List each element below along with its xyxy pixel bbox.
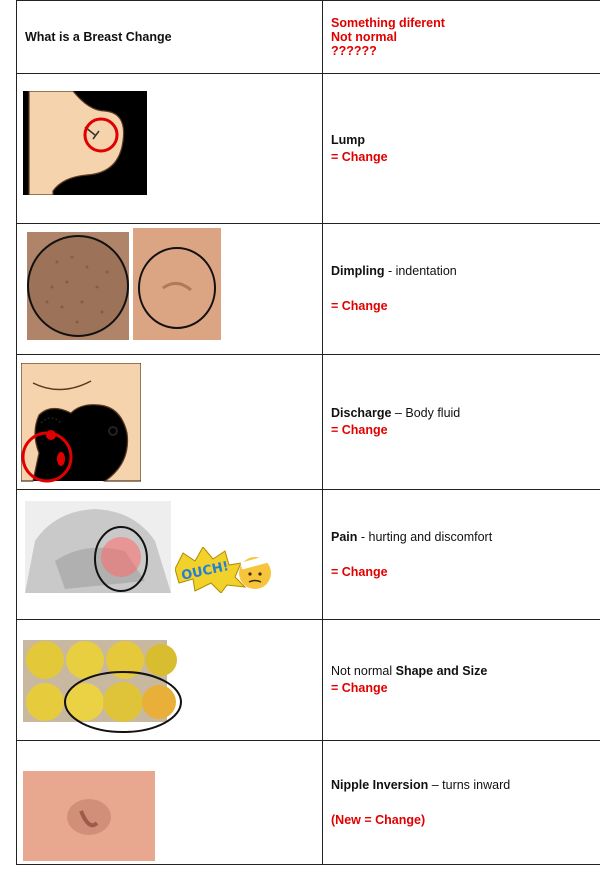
- header-row: [17, 1, 600, 74]
- pain-image-cell: [17, 490, 323, 620]
- dimpling-line: [331, 263, 600, 280]
- spacer: [331, 794, 600, 812]
- nipple-text-cell: [323, 741, 600, 865]
- header-notes-cell: [323, 1, 600, 74]
- nipple-desc: – turns inward: [428, 777, 511, 792]
- header-title-cell: [17, 1, 323, 74]
- nipple-photo: [23, 771, 155, 861]
- discharge-text-cell: [323, 355, 600, 490]
- pain-label: Pain: [331, 529, 358, 544]
- lump-illustration: [23, 91, 147, 195]
- nipple-image-cell: [17, 741, 323, 865]
- pain-text-cell: [323, 490, 600, 620]
- ouch-sticker: [175, 547, 273, 593]
- breast-change-table: [16, 0, 600, 865]
- shape-line: [331, 663, 600, 680]
- header-line-1: Something diferent: [331, 16, 445, 30]
- table-row: [17, 741, 600, 865]
- nipple-line: [331, 777, 600, 794]
- pain-change: = Change: [331, 564, 388, 579]
- discharge-image-cell: [17, 355, 323, 490]
- discharge-line: [331, 405, 600, 422]
- nipple-label: Nipple Inversion: [331, 777, 429, 792]
- shape-label: Shape and Size: [395, 664, 488, 678]
- table-row: [17, 355, 600, 490]
- nipple-change: (New = Change): [331, 812, 426, 827]
- shape-change: = Change: [331, 681, 388, 695]
- dimpling-photo-1: [27, 232, 129, 340]
- table-row: [17, 224, 600, 355]
- discharge-label: Discharge: [331, 406, 392, 420]
- spacer: [331, 546, 600, 564]
- discharge-desc: – Body fluid: [391, 406, 461, 420]
- dimpling-image-cell: [17, 224, 323, 355]
- spacer: [331, 280, 600, 298]
- table-row: [17, 620, 600, 741]
- dimpling-change: = Change: [331, 299, 388, 313]
- discharge-illustration: [21, 363, 141, 485]
- ouch-text: OUCH!: [180, 559, 231, 584]
- dimpling-text-cell: [323, 224, 600, 355]
- pain-desc: - hurting and discomfort: [357, 529, 493, 544]
- lump-change: = Change: [331, 149, 388, 164]
- lump-text-cell: [323, 74, 600, 224]
- shape-pre: Not normal: [331, 664, 396, 678]
- lump-label: Lump: [331, 132, 366, 147]
- dimpling-desc: - indentation: [384, 264, 457, 278]
- header-line-2: Not normal: [331, 30, 397, 44]
- discharge-change: = Change: [331, 423, 388, 437]
- dimpling-photo-2: [133, 228, 221, 340]
- dimpling-label: Dimpling: [331, 264, 385, 278]
- header-title: What is a Breast Change: [25, 30, 172, 44]
- lump-image-cell: [17, 74, 323, 224]
- table-row: [17, 490, 600, 620]
- table-row: [17, 74, 600, 224]
- header-line-3: ??????: [331, 44, 377, 58]
- shape-text-cell: [323, 620, 600, 741]
- pain-photo: [25, 501, 171, 593]
- shape-image-cell: [17, 620, 323, 741]
- pain-line: [331, 529, 600, 546]
- lemons-photo: [23, 640, 183, 736]
